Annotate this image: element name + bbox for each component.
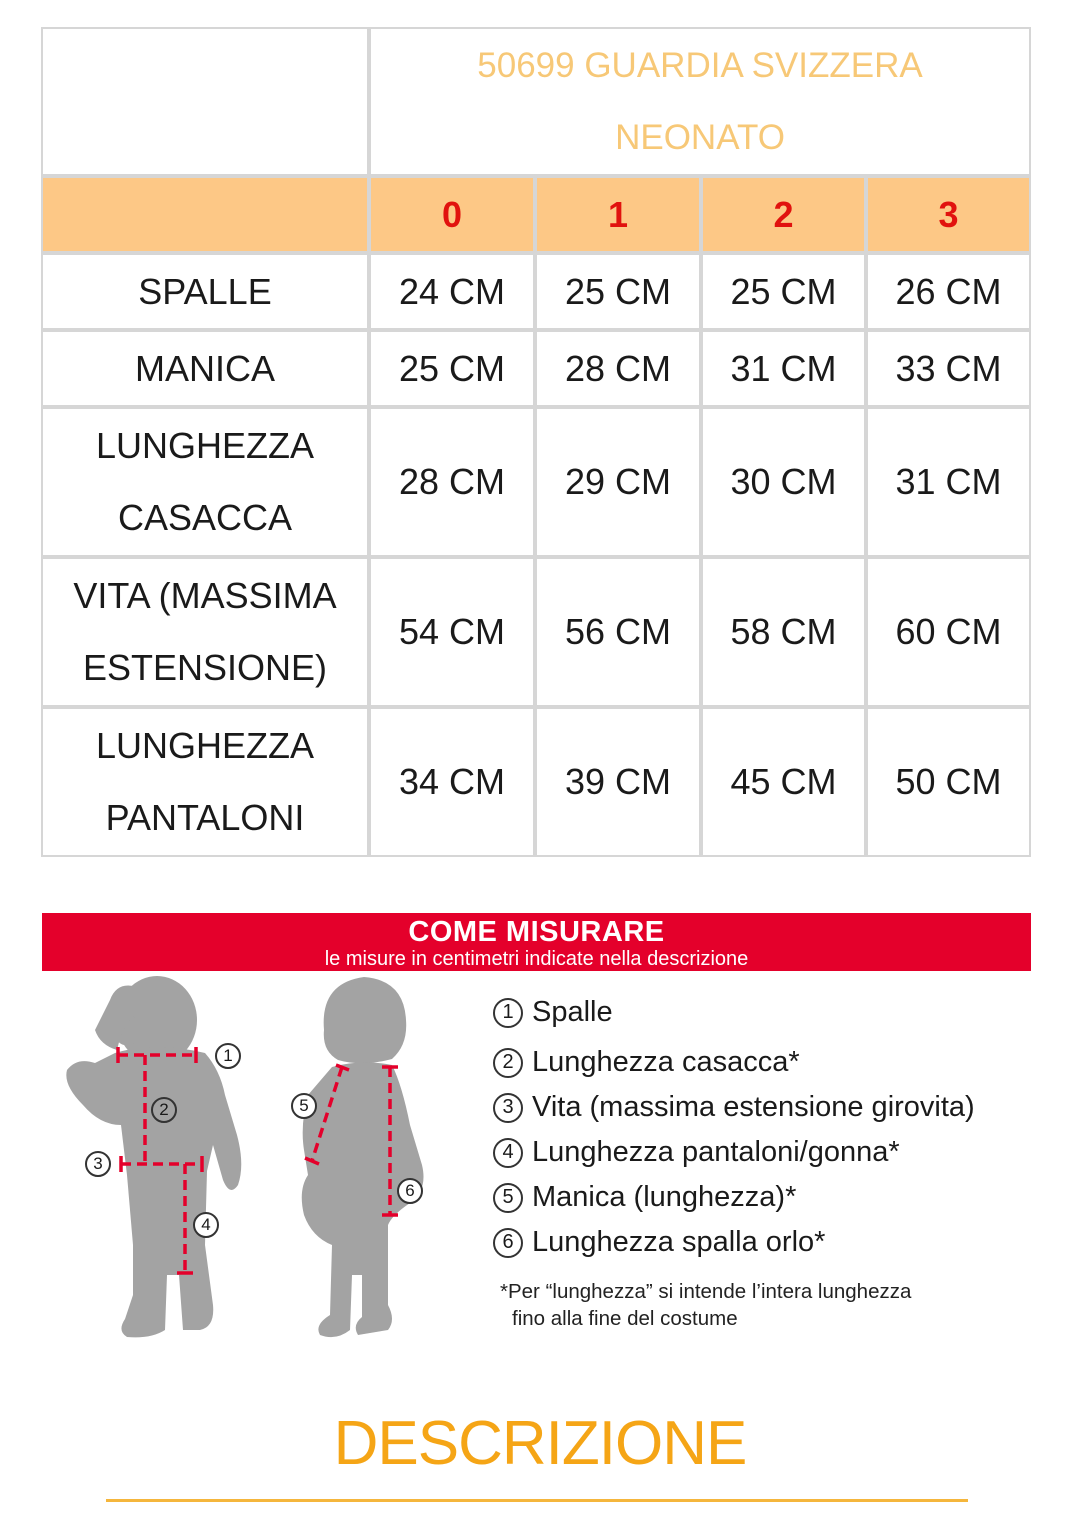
- row-value: 30 CM: [701, 407, 866, 557]
- banner-title: COME MISURARE: [408, 916, 665, 948]
- row-label-line2: ESTENSIONE): [82, 647, 328, 688]
- product-name-cell: [369, 27, 1031, 176]
- row-value: 56 CM: [535, 557, 701, 707]
- marker-6: 6: [397, 1178, 423, 1204]
- row-value: 31 CM: [701, 330, 866, 407]
- measure-legend: [493, 990, 1053, 1265]
- footnote-line1: *Per “lunghezza” si intende l’intera lunghezza: [500, 1280, 912, 1303]
- description-divider: [106, 1499, 968, 1502]
- size-header-row: [41, 176, 1031, 253]
- row-value: 26 CM: [866, 253, 1031, 330]
- child-side-silhouette: [302, 977, 424, 1337]
- blank-corner-cell: [41, 27, 369, 176]
- row-value: 25 CM: [701, 253, 866, 330]
- row-value: 24 CM: [369, 253, 535, 330]
- row-value: 33 CM: [866, 330, 1031, 407]
- row-label: SPALLE: [41, 253, 369, 330]
- length-footnote: [500, 1278, 1020, 1332]
- row-label: MANICA: [41, 330, 369, 407]
- row-label-line2: PANTALONI: [105, 797, 305, 838]
- size-header-2: 2: [701, 176, 866, 253]
- legend-number: 6: [493, 1228, 523, 1258]
- marker-5: 5: [291, 1093, 317, 1119]
- row-value: 54 CM: [369, 557, 535, 707]
- product-category: NEONATO: [615, 117, 785, 157]
- legend-text: Lunghezza spalla orlo*: [532, 1226, 826, 1258]
- legend-text: Vita (massima estensione girovita): [532, 1091, 975, 1123]
- legend-number: 5: [493, 1183, 523, 1213]
- description-heading: DESCRIZIONE: [333, 1409, 747, 1478]
- legend-text: Spalle: [532, 996, 613, 1028]
- row-value: 29 CM: [535, 407, 701, 557]
- product-code-name: 50699 GUARDIA SVIZZERA: [477, 45, 923, 85]
- row-value: 50 CM: [866, 707, 1031, 857]
- legend-item: [493, 1130, 1053, 1175]
- row-label: [41, 707, 369, 857]
- row-label: [41, 557, 369, 707]
- row-label-line2: CASACCA: [117, 497, 293, 538]
- legend-item: [493, 1220, 1053, 1265]
- legend-item: [493, 1040, 1053, 1085]
- size-chart-table: [41, 27, 1031, 857]
- row-label-line1: VITA (MASSIMA: [73, 575, 337, 616]
- legend-item: [493, 990, 1053, 1035]
- how-to-measure-banner: [42, 913, 1031, 971]
- marker-2: 2: [151, 1097, 177, 1123]
- marker-3: 3: [85, 1151, 111, 1177]
- table-row-lunghezza-casacca: [41, 407, 1031, 557]
- marker-1: 1: [215, 1043, 241, 1069]
- size-header-blank: [41, 176, 369, 253]
- legend-item: [493, 1175, 1053, 1220]
- size-header-0: 0: [369, 176, 535, 253]
- row-value: 28 CM: [369, 407, 535, 557]
- legend-item: [493, 1085, 1053, 1130]
- row-value: 31 CM: [866, 407, 1031, 557]
- legend-text: Manica (lunghezza)*: [532, 1181, 797, 1213]
- legend-number: 2: [493, 1048, 523, 1078]
- row-value: 25 CM: [535, 253, 701, 330]
- table-row-vita: [41, 557, 1031, 707]
- row-value: 60 CM: [866, 557, 1031, 707]
- marker-4: 4: [193, 1212, 219, 1238]
- legend-text: Lunghezza pantaloni/gonna*: [532, 1136, 900, 1168]
- row-value: 28 CM: [535, 330, 701, 407]
- table-row-spalle: [41, 253, 1031, 330]
- legend-number: 4: [493, 1138, 523, 1168]
- child-side-figure: [292, 975, 442, 1350]
- row-value: 39 CM: [535, 707, 701, 857]
- table-row-manica: [41, 330, 1031, 407]
- row-value: 45 CM: [701, 707, 866, 857]
- legend-number: 3: [493, 1093, 523, 1123]
- row-label: [41, 407, 369, 557]
- legend-number: 1: [493, 998, 523, 1028]
- row-value: 25 CM: [369, 330, 535, 407]
- size-header-3: 3: [866, 176, 1031, 253]
- product-header-row: [41, 27, 1031, 176]
- table-row-lunghezza-pantaloni: [41, 707, 1031, 857]
- legend-text: Lunghezza casacca*: [532, 1046, 800, 1078]
- footnote-line2: fino alla fine del costume: [512, 1307, 738, 1330]
- row-label-line1: LUNGHEZZA: [95, 425, 315, 466]
- row-value: 58 CM: [701, 557, 866, 707]
- row-value: 34 CM: [369, 707, 535, 857]
- row-label-line1: LUNGHEZZA: [95, 725, 315, 766]
- size-header-1: 1: [535, 176, 701, 253]
- banner-subtitle: le misure in centimetri indicate nella descrizione: [324, 948, 749, 970]
